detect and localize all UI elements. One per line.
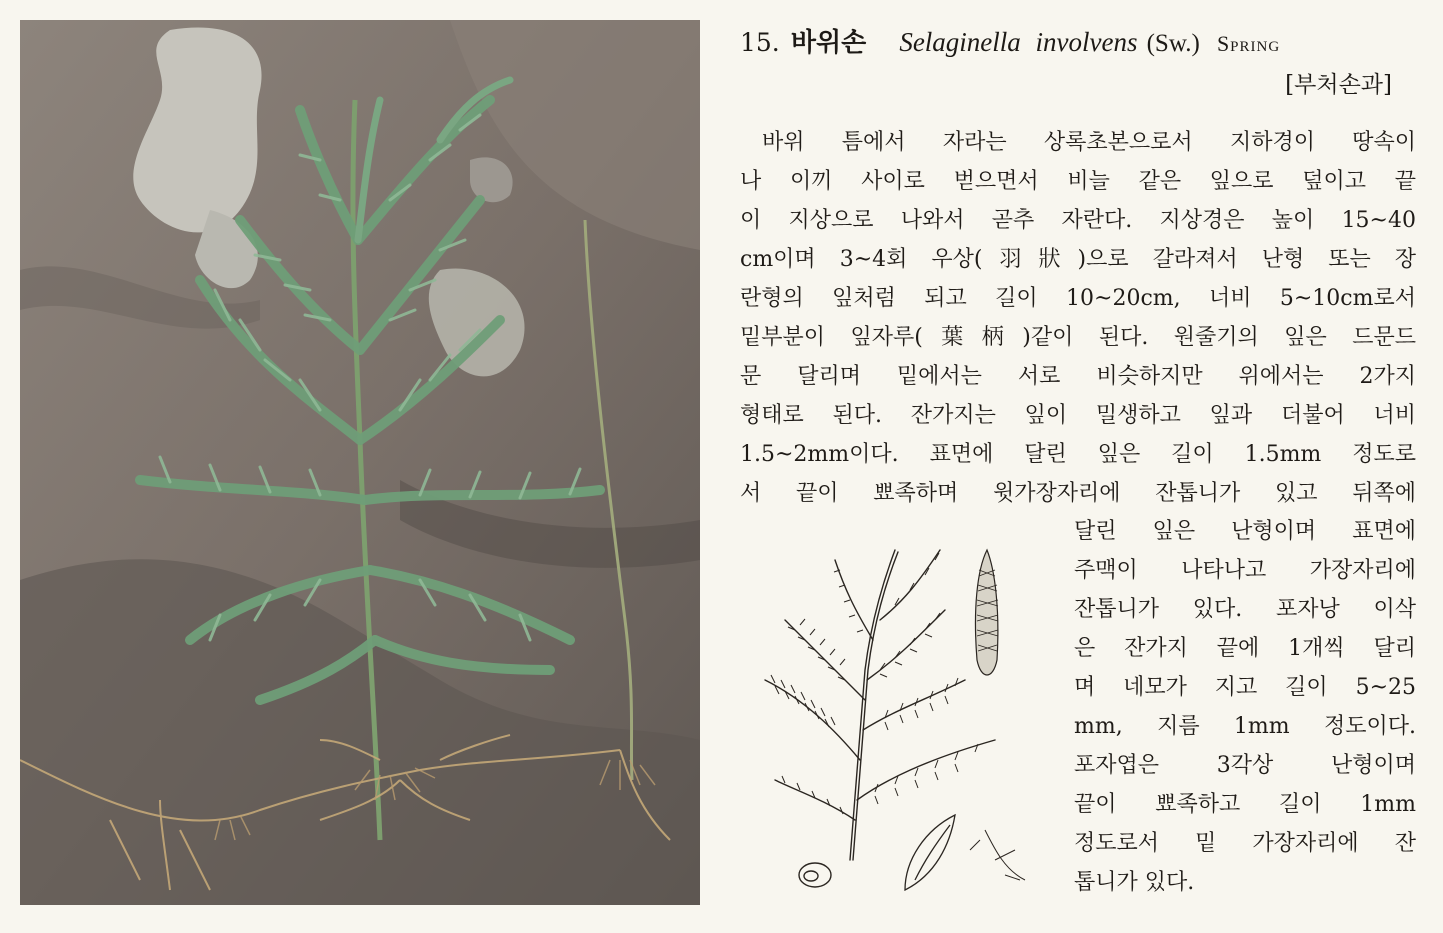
description-line: 밑부분이 잎자루(葉柄)같이 된다. 원줄기의 잎은 드문드: [740, 325, 1416, 350]
description-line: 바위 틈에서 자라는 상록초본으로서 지하경이 땅속이: [762, 130, 1416, 155]
description-line: 문 달리며 밑에서는 서로 비슷하지만 위에서는 2가지: [740, 364, 1416, 389]
description-line: cm이며 3~4회 우상(羽狀)으로 갈라져서 난형 또는 장: [740, 247, 1416, 272]
botanical-illustration: [755, 530, 1045, 910]
description-line: 1.5~2mm이다. 표면에 달린 잎은 길이 1.5mm 정도로: [740, 442, 1416, 467]
family-name: [부처손과]: [1285, 72, 1392, 98]
scientific-name: Selaginella involvens: [899, 27, 1138, 57]
entry-number: 15.: [740, 28, 780, 57]
plant-photo: [20, 20, 700, 905]
description-full: [740, 123, 1416, 513]
description-line: 형태로 된다. 잔가지는 잎이 밀생하고 잎과 더불어 너비: [740, 403, 1416, 428]
description-line: 란형의 잎처럼 되고 길이 10~20cm, 너비 5~10cm로서: [740, 286, 1416, 311]
description-line: 서 끝이 뾰족하며 윗가장자리에 잔톱니가 있고 뒤쪽에: [740, 481, 1416, 506]
entry-heading: [740, 22, 1380, 70]
korean-name: 바위손: [790, 28, 867, 58]
description-line: 달린 잎은 난형이며 표면에: [1074, 519, 1416, 544]
description-line: 톱니가 있다.: [1074, 870, 1195, 895]
description-line: 이 지상으로 나와서 곧추 자란다. 지상경은 높이 15~40: [740, 208, 1416, 233]
description-narrow: [1074, 512, 1416, 902]
description-line: 정도로서 밑 가장자리에 잔: [1074, 831, 1416, 856]
description-line: 주맥이 나타나고 가장자리에: [1074, 558, 1416, 583]
description-line: 며 네모가 지고 길이 5~25: [1074, 675, 1416, 700]
authority: (Sw.): [1146, 30, 1200, 57]
description-line: mm, 지름 1mm 정도이다.: [1074, 714, 1416, 739]
description-line: 나 이끼 사이로 벋으면서 비늘 같은 잎으로 덮이고 끝: [740, 169, 1416, 194]
description-line: 끝이 뾰족하고 길이 1mm: [1074, 792, 1416, 817]
description-line: 잔톱니가 있다. 포자낭 이삭: [1074, 597, 1416, 622]
description-line: 은 잔가지 끝에 1개씩 달리: [1074, 636, 1416, 661]
authority-second: Spring: [1216, 31, 1281, 56]
description-line: 포자엽은 3각상 난형이며: [1074, 753, 1416, 778]
